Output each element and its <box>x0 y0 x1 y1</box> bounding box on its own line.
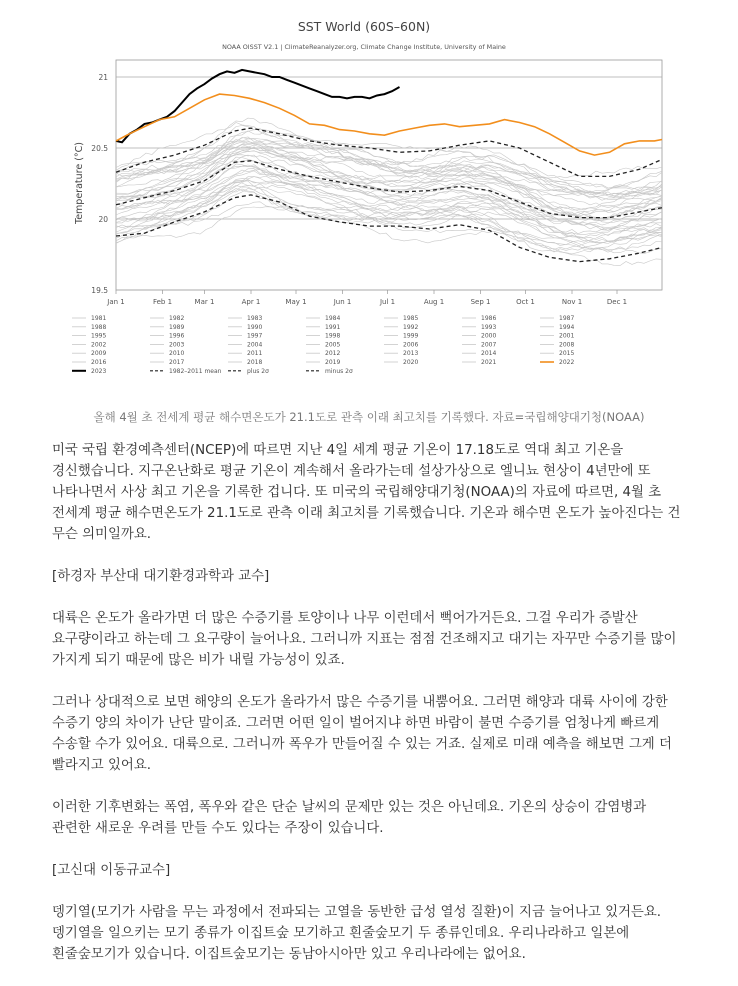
legend-label: 2018 <box>247 359 263 366</box>
legend-label: 2022 <box>559 359 575 366</box>
legend-label: 2016 <box>91 359 107 366</box>
x-tick-label: Feb 1 <box>152 298 173 306</box>
legend-label: 1985 <box>403 315 419 322</box>
x-tick-label: Dec 1 <box>606 298 628 306</box>
legend-label: 1989 <box>169 323 185 331</box>
legend-label: 1981 <box>91 315 107 322</box>
article-paragraph-5: 뎅기열(모기가 사람을 무는 과정에서 전파되는 고열을 동반한 급성 열성 질환)이 지금 늘어나고 있거든요. 뎅기열을 일으키는 모기 종류가 이집트숲 모기하고 흰줄숲모기 두 종류인데요. 우리나라하고 일본에 흰줄숲모기가 있습니다. 이집트숲모기는 동남아시아만 있고 우리나라에는 없어요. <box>52 905 662 962</box>
x-tick-label: Mar 1 <box>194 298 215 306</box>
legend-label: 2017 <box>169 359 185 366</box>
legend-label: 1994 <box>559 323 575 331</box>
y-axis-label: Temperature (°C) <box>74 142 85 224</box>
legend-label: 2019 <box>325 359 341 366</box>
legend-label: 2023 <box>91 367 107 375</box>
legend-label: 2015 <box>559 350 575 358</box>
legend-label: 1988 <box>91 323 107 331</box>
x-tick-label: Jul 1 <box>379 298 396 306</box>
figure-caption: 올해 4월 초 전세계 평균 해수면온도가 21.1도로 관측 이래 최고치를 기록했다. 자료=국립해양대기청(NOAA) <box>93 410 645 424</box>
legend-label: 2001 <box>559 332 575 340</box>
article-body <box>52 440 686 986</box>
legend-label: 2013 <box>403 350 419 358</box>
legend-label: 1999 <box>403 332 419 340</box>
legend-label: 1993 <box>481 323 497 331</box>
legend-label: 2004 <box>247 341 263 349</box>
y-tick-label: 19.5 <box>91 286 108 295</box>
legend-label: 1995 <box>91 332 107 340</box>
x-tick-label: Nov 1 <box>561 298 583 306</box>
x-tick-label: Oct 1 <box>516 298 535 306</box>
chart-title: SST World (60S–60N) <box>297 19 431 34</box>
legend-label: 2009 <box>91 350 107 358</box>
sst-line-chart <box>52 8 687 400</box>
legend-label: 2000 <box>481 332 497 340</box>
x-tick-label: Jan 1 <box>107 298 125 306</box>
legend-label: 1991 <box>325 323 341 331</box>
legend-label: 2003 <box>169 341 185 349</box>
legend-label: 2005 <box>325 341 341 349</box>
legend-label: 1986 <box>481 315 497 322</box>
x-tick-label: Jun 1 <box>333 298 352 306</box>
legend-label: plus 2σ <box>247 367 269 375</box>
legend-label: 2007 <box>481 341 497 349</box>
y-tick-label: 20.5 <box>91 144 108 154</box>
chart-legend <box>72 315 574 375</box>
legend-label: 1984 <box>325 315 341 322</box>
y-tick-label: 20 <box>98 215 108 225</box>
legend-label: 1992 <box>403 323 419 331</box>
speaker-label-2: [고신대 이동규교수] <box>52 863 171 878</box>
sst-chart-figure <box>52 8 687 400</box>
legend-label: 1983 <box>247 315 263 322</box>
x-tick-label: May 1 <box>285 298 307 306</box>
x-tick-label: Sep 1 <box>470 298 491 306</box>
article-paragraph-2: 대륙은 온도가 올라가면 더 많은 수증기를 토양이나 나무 이런데서 뻑어가거든요. 그걸 우리가 증발산 요구량이라고 하는데 그 요구량이 늘어나요. 그러니까 지표는 점점 건조해지고 대기는 자꾸만 수증기를 많이 가지게 되기 때문에 많은 비가 내릴 가능성이 있죠. <box>52 611 677 668</box>
article-paragraph-4: 이러한 기후변화는 폭염, 폭우와 같은 단순 날씨의 문제만 있는 것은 아닌데요. 기온의 상승이 감염병과 관련한 새로운 우려를 만들 수도 있다는 주장이 있습니다. <box>52 800 647 836</box>
legend-label: 1982 <box>169 315 185 322</box>
legend-label: 1997 <box>247 332 263 340</box>
legend-label: 1982–2011 mean <box>169 367 222 375</box>
legend-label: 2012 <box>325 350 341 358</box>
legend-label: 2020 <box>403 359 419 366</box>
legend-label: 1990 <box>247 323 263 331</box>
chart-subtitle: NOAA OISST V2.1 | ClimateReanalyzer.org, Climate Change Institute, University of Maine <box>222 43 506 51</box>
plot-area <box>91 60 662 306</box>
legend-label: 2011 <box>247 350 263 358</box>
legend-label: minus 2σ <box>325 367 353 375</box>
x-tick-label: Apr 1 <box>241 298 261 306</box>
article-paragraph-3: 그러나 상대적으로 보면 해양의 온도가 올라가서 많은 수증기를 내뿜어요. 그러면 해양과 대륙 사이에 강한 수증기 양의 차이가 난단 말이죠. 그러면 어떤 일이 벌어지냐 하면 바람이 불면 수증기를 엄청나게 빠르게 수송할 수가 있어요. 대륙으로. 그러니까 폭우가 만들어질 수 있는 거죠. 실제로 미래 예측을 해보면 그게 더 빨라지고 있어요. <box>52 695 672 773</box>
legend-label: 2010 <box>169 350 185 358</box>
y-tick-label: 21 <box>98 73 108 83</box>
x-tick-label: Aug 1 <box>423 298 445 306</box>
article-paragraph-1: 미국 국립 환경예측센터(NCEP)에 따르면 지난 4일 세계 평균 기온이 17.18도로 역대 최고 기온을 경신했습니다. 지구온난화로 평균 기온이 계속해서 올라가는데 설상가상으로 엘니뇨 현상이 4년만에 또 나타나면서 사상 최고 기온을 기록한 겁니다. 또 미국의 국립해양대기청(NOAA)의 자료에 따르면, 4월 초 전세계 평균 해수면온도가 21.1도로 관측 이래 최고치를 기록했습니다. 기온과 해수면 온도가 높아진다는 건 무슨 의미일까요. <box>52 443 681 542</box>
legend-label: 1998 <box>325 332 341 340</box>
legend-label: 1996 <box>169 332 185 340</box>
legend-label: 2014 <box>481 350 497 358</box>
legend-label: 2008 <box>559 341 575 349</box>
speaker-label-1: [하경자 부산대 대기환경과학과 교수] <box>52 569 270 584</box>
legend-label: 2021 <box>481 359 497 366</box>
legend-label: 2002 <box>91 341 107 349</box>
legend-label: 2006 <box>403 341 419 349</box>
legend-label: 1987 <box>559 315 575 322</box>
